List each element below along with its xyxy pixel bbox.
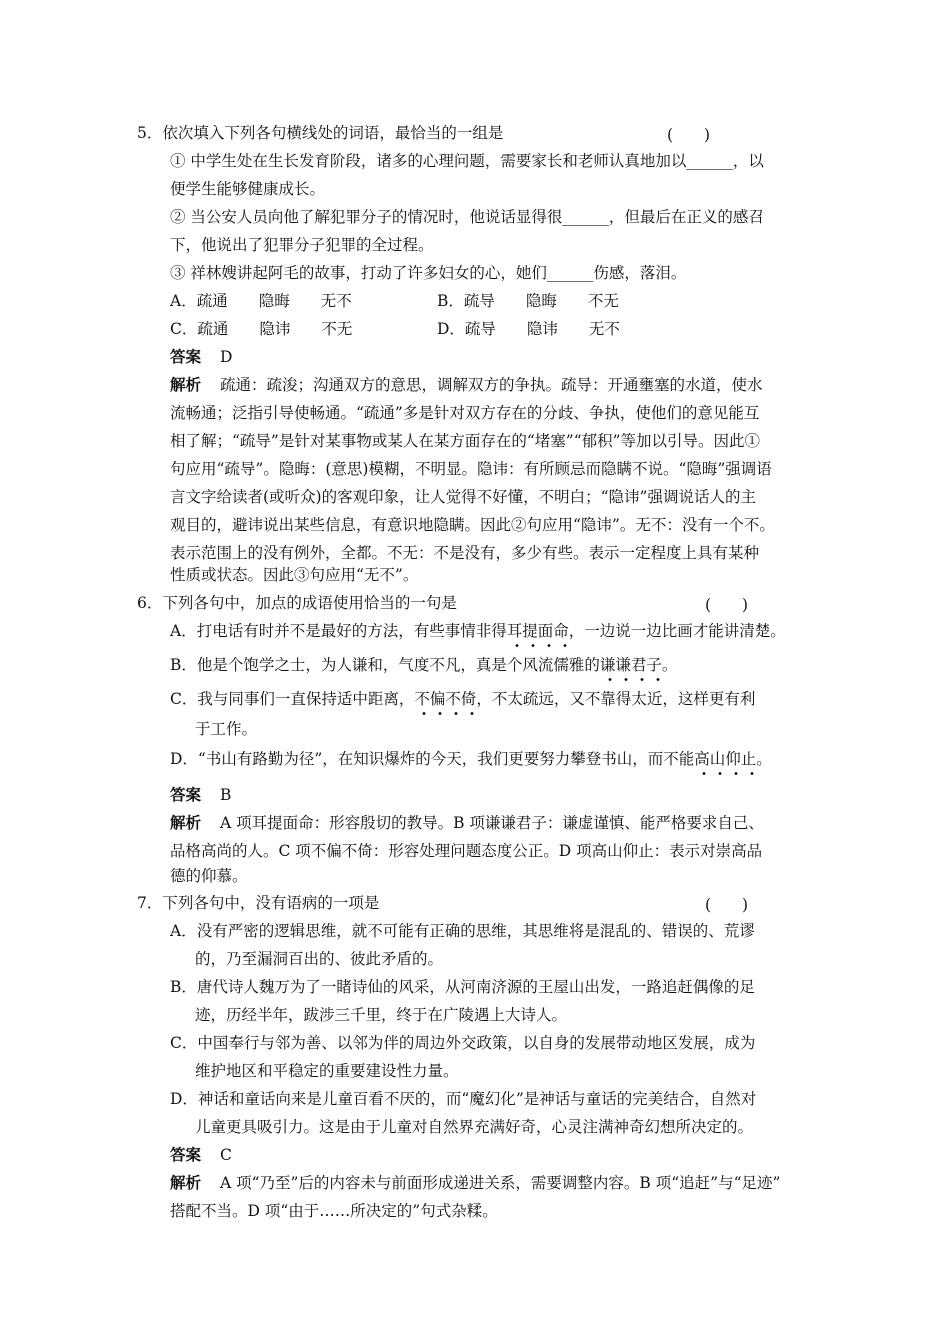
q5-explanation-2: 流畅通；泛指引导使畅通。“疏通”多是针对双方存在的分歧、争执，使他们的意见能互	[170, 404, 760, 422]
q5-explanation-6: 观目的，避讳说出某些信息，有意识地隐瞒。因此②句应用“隐讳”。无不：没有一个不。	[170, 516, 775, 534]
dotted-idiom: 谦谦君子	[599, 656, 662, 674]
option-text: B．他是个饱学之士，为人谦和，气度不凡，真是个风流儒雅的	[170, 656, 600, 674]
q6-option-a	[170, 621, 786, 641]
q7-option-c2: 维护地区和平稳定的重要建设性力量。	[195, 1062, 459, 1080]
q7-option-b2: 迹，历经半年，跋涉三千里，终于在广陵遇上大诗人。	[195, 1006, 568, 1024]
q6-explanation-1	[170, 813, 764, 833]
q6-explanation-2: 品格高尚的人。C 项不偏不倚：形容处理问题态度公正。D 项高山仰止：表示对崇高品	[170, 842, 763, 860]
q6-answer-paren: ( )	[705, 596, 749, 614]
q5-stem: 5．依次填入下列各句横线处的词语，最恰当的一组是	[137, 124, 504, 142]
q6-option-c-cont: 于工作。	[195, 720, 258, 738]
explanation-text: A 项“乃至”后的内容未与前面形成递进关系，需要调整内容。B 项“追赶”与“足迹”	[219, 1174, 781, 1192]
q7-option-c1: C．中国奉行与邻为善、以邻为伴的周边外交政策，以自身的发展带动地区发展，成为	[170, 1034, 756, 1052]
answer-label: 答案	[170, 785, 202, 804]
q5-sentence-2a: ② 当公安人员向他了解犯罪分子的情况时，他说话显得很______，但最后在正义的感召	[170, 208, 764, 226]
option-text: A．打电话有时并不是最好的方法，有些事情非得	[170, 622, 507, 640]
option-text: C．我与同事们一直保持适中距离，	[170, 690, 415, 708]
option-text: ，不太疏远，又不靠得太近，这样更有利	[476, 690, 756, 708]
explanation-text: A 项耳提面命：形容殷切的教导。B 项谦谦君子：谦虚谨慎、能严格要求自己、	[219, 814, 764, 832]
dotted-idiom: 高山仰止	[694, 750, 757, 768]
q5-explanation-3: 相了解；“疏导”是针对某事物或某人在某方面存在的“堵塞”“郁积”等加以引导。因此①	[170, 432, 761, 450]
q5-sentence-3: ③ 祥林嫂讲起阿毛的故事，打动了许多妇女的心，她们______伤感，落泪。	[170, 264, 687, 282]
explanation-label: 解析	[170, 375, 202, 394]
q7-explanation-2: 搭配不当。D 项“由于……所决定的”句式杂糅。	[170, 1202, 498, 1220]
answer-value: D	[219, 348, 233, 366]
q5-option-a: A．疏通 隐晦 无不	[170, 292, 352, 310]
q6-answer	[170, 785, 231, 805]
answer-label: 答案	[170, 1145, 202, 1164]
q7-stem: 7．下列各句中，没有语病的一项是	[137, 894, 380, 912]
q6-explanation-3: 德的仰慕。	[170, 867, 248, 885]
explanation-text: 疏通：疏浚；沟通双方的意思，调解双方的争执。疏导：开通壅塞的水道，使水	[219, 376, 763, 394]
q5-explanation-5: 言文字给读者(或听众)的客观印象，让人觉得不好懂，不明白；“隐讳”强调说话人的主	[170, 488, 756, 506]
q5-answer	[170, 347, 232, 367]
q5-option-d: D．疏导 隐讳 无不	[437, 320, 620, 338]
q7-answer-paren: ( )	[705, 896, 749, 914]
q5-explanation-8: 性质或状态。因此③句应用“无不”。	[170, 566, 419, 584]
q7-option-b1: B．唐代诗人魏万为了一睹诗仙的风采，从河南济源的王屋山出发，一路追赶偶像的足	[170, 978, 755, 996]
q6-option-c	[170, 689, 755, 709]
q5-sentence-1b: 便学生能够健康成长。	[170, 180, 326, 198]
answer-label: 答案	[170, 347, 202, 366]
q5-explanation-7: 表示范围上的没有例外，全都。不无：不是没有，多少有些。表示一定程度上具有某种	[170, 544, 760, 562]
q7-option-d1: D．神话和童话向来是儿童百看不厌的，而“魔幻化”是神话与童话的完美结合，自然对	[170, 1090, 757, 1108]
dotted-idiom: 耳提面命	[506, 622, 569, 640]
q6-option-d	[170, 749, 772, 769]
q5-sentence-2b: 下，他说出了犯罪分子犯罪的全过程。	[170, 236, 434, 254]
answer-value: C	[219, 1146, 232, 1164]
answer-value: B	[219, 786, 232, 804]
option-text: D．“书山有路勤为径”，在知识爆炸的今天，我们更要努力攀登书山，而不能	[170, 750, 695, 768]
q5-sentence-1a: ① 中学生处在生长发育阶段，诸多的心理问题，需要家长和老师认真地加以______，以	[170, 152, 764, 170]
q7-option-a2: 的，乃至漏洞百出的、彼此矛盾的。	[195, 950, 444, 968]
option-text: 。	[756, 750, 772, 768]
explanation-label: 解析	[170, 1173, 202, 1192]
q7-answer	[170, 1145, 232, 1165]
q7-option-a1: A．没有严密的逻辑思维，就不可能有正确的思维，其思维将是混乱的、错误的、荒谬	[170, 922, 755, 940]
q7-explanation-1	[170, 1173, 780, 1193]
q5-option-c: C．疏通 隐讳 不无	[170, 320, 353, 338]
q7-option-d2: 儿童更具吸引力。这是由于儿童对自然界充满好奇，心灵注满神奇幻想所决定的。	[195, 1118, 754, 1136]
option-text: ，一边说一边比画才能讲清楚。	[568, 622, 786, 640]
dotted-idiom: 不偏不倚	[414, 690, 477, 708]
q6-option-b	[170, 655, 677, 675]
q5-option-b: B．疏导 隐晦 不无	[437, 292, 619, 310]
explanation-label: 解析	[170, 813, 202, 832]
q6-stem: 6．下列各句中，加点的成语使用恰当的一句是	[137, 594, 457, 612]
option-text: 。	[661, 656, 678, 674]
q5-explanation-1	[170, 375, 762, 395]
q5-answer-paren: ( )	[667, 126, 711, 144]
q5-explanation-4: 句应用“疏导”。隐晦：(意思)模糊，不明显。隐讳：有所顾忌而隐瞒不说。“隐晦”强调语	[170, 460, 772, 478]
